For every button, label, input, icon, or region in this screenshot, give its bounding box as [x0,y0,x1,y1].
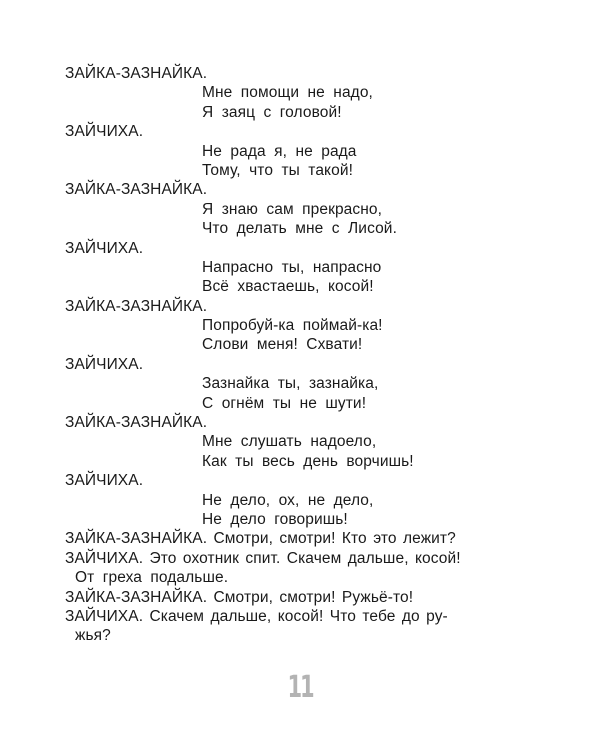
dialogue-line: ЗАЙЧИХА. Это охотник спит. Скачем дальше, косой! [65,549,461,567]
dialogue-line: ЗАЙКА-ЗАЗНАЙКА. Смотри, смотри! Ружьё-то! [65,588,414,606]
verse-line: Напрасно ты, напрасно [202,258,382,276]
speaker-line: ЗАЙКА-ЗАЗНАЙКА. [65,414,208,432]
speaker-line: ЗАЙЧИХА. [65,123,144,141]
verse-line: Всё хвастаешь, косой! [202,278,374,296]
speaker-line: ЗАЙКА-ЗАЗНАЙКА. [65,297,208,315]
speaker-line: ЗАЙКА-ЗАЗНАЙКА. [65,65,208,82]
dialogue-continuation: От греха подальше. [75,569,229,587]
play-text [65,64,535,646]
speaker-line: ЗАЙКА-ЗАЗНАЙКА. [65,181,208,199]
speaker-line: ЗАЙЧИХА. [65,239,144,257]
dialogue-continuation: жья? [75,627,111,645]
speaker-line: ЗАЙЧИХА. [65,355,144,373]
verse-line: Не дело, ох, не дело, [202,491,374,509]
verse-line: Тому, что ты такой! [202,161,353,179]
verse-line: Как ты весь день ворчишь! [202,452,414,470]
verse-line: Мне слушать надоело, [202,433,377,451]
verse-line: Что делать мне с Лисой. [202,220,397,238]
verse-line: Зазнайка ты, зазнайка, [202,375,379,393]
speaker-line: ЗАЙЧИХА. [65,472,144,490]
verse-line: Я заяц с головой! [202,103,342,121]
dialogue-line: ЗАЙЧИХА. Скачем дальше, косой! Что тебе до ру- [65,607,448,625]
verse-line: Попробуй-ка поймай-ка! [202,317,383,335]
verse-line: С огнём ты не шути! [202,394,367,412]
verse-line: Не дело говоришь! [202,510,348,528]
page-number: 11 [287,670,313,705]
verse-line: Не рада я, не рада [202,142,357,160]
verse-line: Мне помощи не надо, [202,84,373,102]
verse-line: Я знаю сам прекрасно, [202,200,383,218]
verse-line: Слови меня! Схвати! [202,336,363,354]
dialogue-line: ЗАЙКА-ЗАЗНАЙКА. Смотри, смотри! Кто это лежит? [65,530,456,548]
